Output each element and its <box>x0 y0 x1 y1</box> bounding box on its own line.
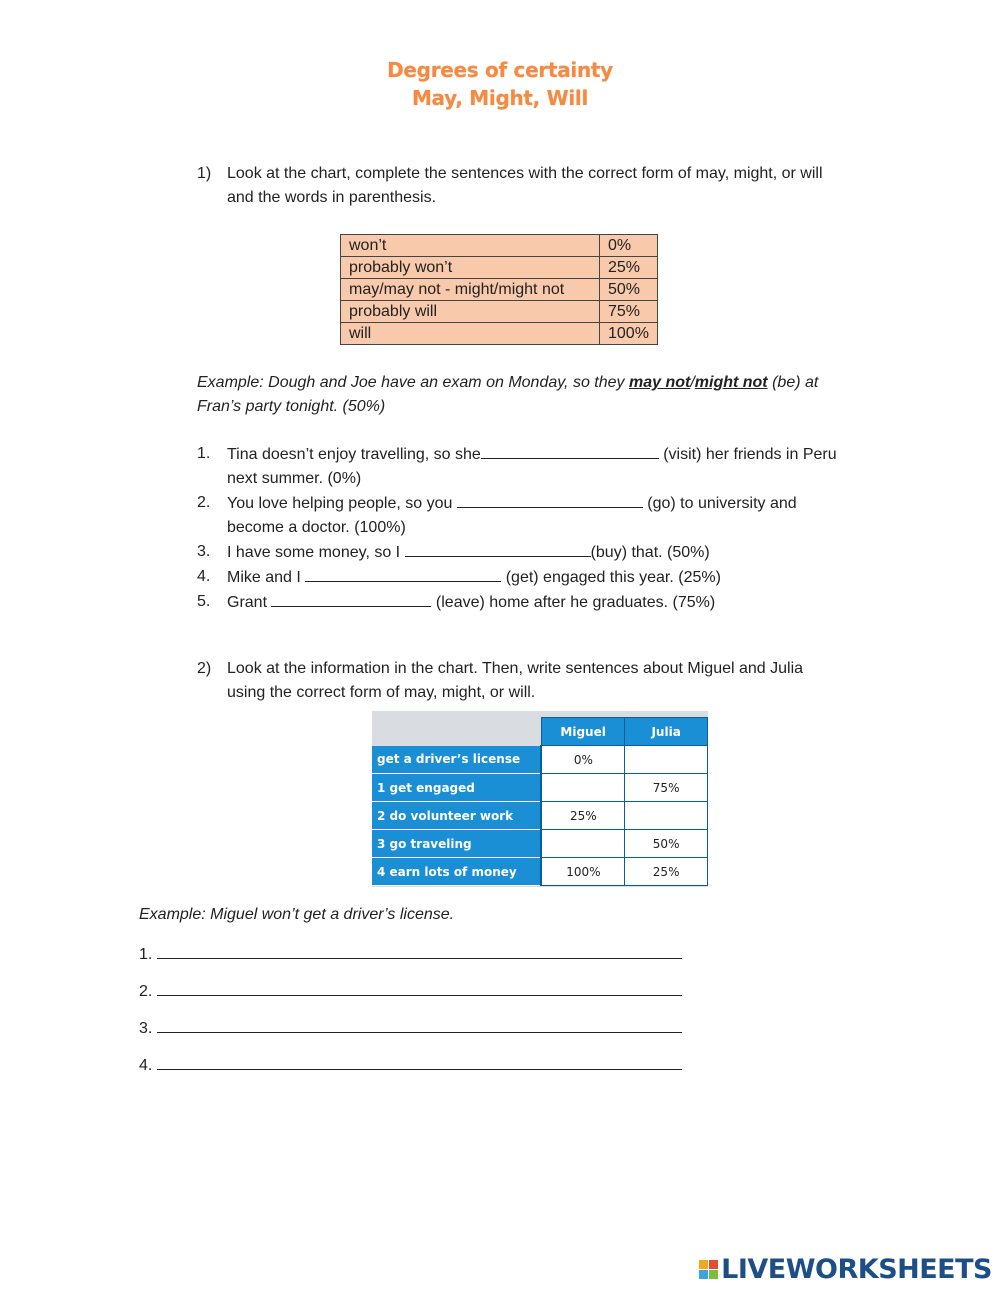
logo-text: LIVEWORKSHEETS <box>721 1254 992 1285</box>
info-row <box>372 774 708 802</box>
certainty-row <box>341 323 658 345</box>
answer-1-input[interactable] <box>157 940 682 959</box>
item-2-number: 2. <box>197 494 211 511</box>
item-1 <box>197 442 877 491</box>
miguel-value <box>541 774 624 802</box>
info-row <box>372 802 708 830</box>
certainty-label: won’t <box>341 235 600 257</box>
certainty-row <box>341 279 658 301</box>
julia-value: 75% <box>625 774 708 802</box>
miguel-value <box>541 830 624 858</box>
title-line-1: Degrees of certainty <box>387 58 613 82</box>
section2-instruction-line2: using the correct form of may, might, or will. <box>227 684 536 701</box>
section1-instruction-line1: Look at the chart, complete the sentences with the correct form of may, might, or will <box>227 165 823 182</box>
example-prefix: Example: Dough and Joe have an exam on Monday, so they <box>197 374 629 391</box>
answer-3-input[interactable] <box>157 1014 682 1033</box>
info-row <box>372 858 708 886</box>
certainty-row <box>341 301 658 323</box>
activity-label: 4 earn lots of money <box>372 858 541 886</box>
item-2-after: (go) to university and <box>642 495 797 512</box>
item-1-cont: next summer. (0%) <box>227 470 362 487</box>
example-answer-may-not: may not <box>628 374 691 391</box>
item-1-blank-input[interactable] <box>481 442 659 459</box>
item-3 <box>197 540 877 565</box>
certainty-percent: 50% <box>600 279 658 301</box>
miguel-julia-chart <box>372 711 708 887</box>
activity-label: 1 get engaged <box>372 774 541 802</box>
certainty-row <box>341 235 658 257</box>
item-2-cont: become a doctor. (100%) <box>227 519 406 536</box>
certainty-label: may/may not - might/might not <box>341 279 600 301</box>
miguel-value: 25% <box>541 802 624 830</box>
activity-label: 3 go traveling <box>372 830 541 858</box>
example-answer-might-not: might not <box>694 374 768 391</box>
item-2-before: You love helping people, so you <box>227 495 457 512</box>
item-4-before: Mike and I <box>227 569 306 586</box>
answer-2-input[interactable] <box>157 977 682 996</box>
certainty-percent: 0% <box>600 235 658 257</box>
item-4-blank-input[interactable] <box>305 565 501 582</box>
answer-4-input[interactable] <box>157 1051 682 1070</box>
section1-instruction <box>227 162 887 210</box>
title-line-2: May, Might, Will <box>411 86 589 110</box>
answer-line-1 <box>139 940 682 977</box>
info-row <box>372 830 708 858</box>
certainty-table <box>340 234 658 345</box>
activity-label: get a driver’s license <box>372 746 541 774</box>
answer-3-number: 3. <box>139 1020 153 1037</box>
item-3-after: (buy) that. (50%) <box>590 544 710 561</box>
section2-instruction <box>227 657 887 705</box>
miguel-value: 0% <box>541 746 624 774</box>
item-5 <box>197 590 877 615</box>
certainty-label: probably won’t <box>341 257 600 279</box>
answer-line-2 <box>139 977 682 1014</box>
julia-value <box>625 746 708 774</box>
section1-instruction-line2: and the words in parenthesis. <box>227 189 437 206</box>
section2-example: Example: Miguel won’t get a driver’s license. <box>139 906 455 923</box>
julia-value: 25% <box>625 858 708 886</box>
section2-instruction-line1: Look at the information in the chart. Then, write sentences about Miguel and Julia <box>227 660 804 677</box>
info-header-row <box>372 718 708 746</box>
item-1-number: 1. <box>197 445 211 462</box>
item-3-blank-input[interactable] <box>405 540 591 557</box>
example-suffix: (be) at <box>767 374 819 391</box>
item-4-number: 4. <box>197 568 211 585</box>
answer-lines <box>139 940 682 1088</box>
item-5-blank-input[interactable] <box>271 590 431 607</box>
worksheet-title <box>0 58 1000 110</box>
item-1-before: Tina doesn’t enjoy travelling, so she <box>227 446 481 463</box>
certainty-label: probably will <box>341 301 600 323</box>
item-2 <box>197 491 877 540</box>
certainty-percent: 100% <box>600 323 658 345</box>
activity-label: 2 do volunteer work <box>372 802 541 830</box>
item-5-number: 5. <box>197 593 211 610</box>
miguel-julia-table <box>372 717 708 886</box>
answer-4-number: 4. <box>139 1057 153 1074</box>
answer-2-number: 2. <box>139 983 153 1000</box>
section1-items <box>197 442 877 615</box>
julia-value: 50% <box>625 830 708 858</box>
liveworksheets-logo[interactable] <box>699 1254 992 1285</box>
miguel-value: 100% <box>541 858 624 886</box>
item-1-after: (visit) her friends in Peru <box>658 446 837 463</box>
certainty-label: will <box>341 323 600 345</box>
item-5-before: Grant <box>227 594 272 611</box>
certainty-percent: 25% <box>600 257 658 279</box>
item-4 <box>197 565 877 590</box>
example-slash: / <box>690 374 695 391</box>
item-5-after: (leave) home after he graduates. (75%) <box>431 594 716 611</box>
header-miguel: Miguel <box>541 718 624 746</box>
section2-number: 2) <box>197 660 212 677</box>
answer-line-4 <box>139 1051 682 1088</box>
answer-line-3 <box>139 1014 682 1051</box>
section1-number: 1) <box>197 165 212 182</box>
header-julia: Julia <box>625 718 708 746</box>
item-3-number: 3. <box>197 543 211 560</box>
info-corner <box>372 718 541 746</box>
item-4-after: (get) engaged this year. (25%) <box>501 569 721 586</box>
certainty-percent: 75% <box>600 301 658 323</box>
item-2-blank-input[interactable] <box>457 491 643 508</box>
answer-1-number: 1. <box>139 946 153 963</box>
julia-value <box>625 802 708 830</box>
certainty-row <box>341 257 658 279</box>
info-row <box>372 746 708 774</box>
item-3-before: I have some money, so I <box>227 544 405 561</box>
section1-example <box>197 371 857 419</box>
logo-blocks-icon <box>699 1260 718 1279</box>
example-line2: Fran’s party tonight. (50%) <box>197 398 386 415</box>
